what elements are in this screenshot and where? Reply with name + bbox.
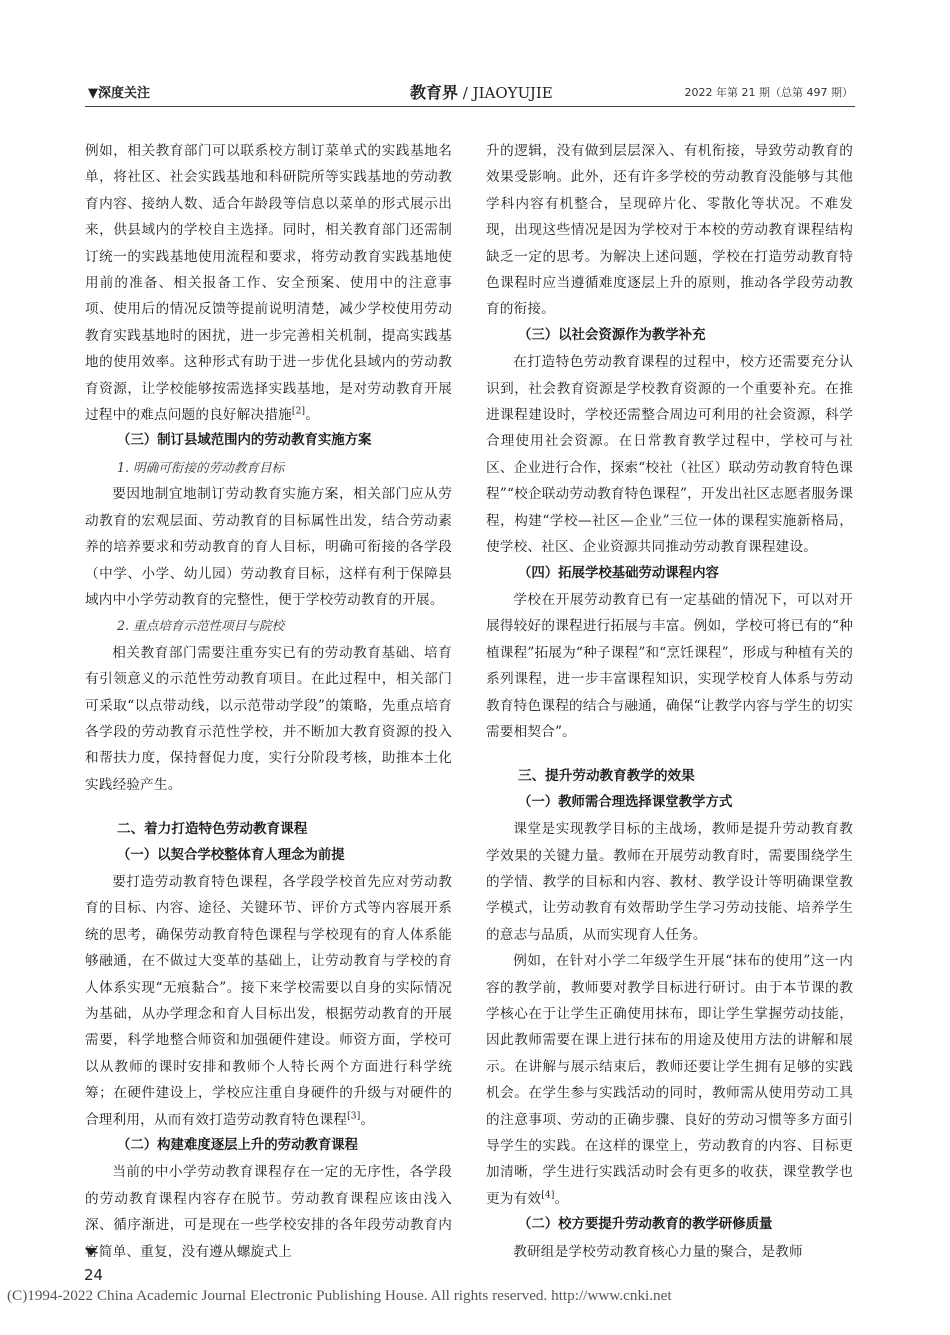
copyright-notice: (C)1994-2022 China Academic Journal Electronic Publishing House. All rights reserved. http://www.cnki.net <box>7 1287 672 1304</box>
paragraph: 学校在开展劳动教育已有一定基础的情况下，可以对开展得较好的课程进行拓展与丰富。例如，学校可将已有的“种植课程”拓展为“种子课程”和“烹饪课程”，形成与种植有关的系列课程，进一步丰富课程知识，实现学校育人体系与劳动教育特色课程的结合与融通，确保“让教学内容与学生的切实需要相契合”。 <box>486 591 853 740</box>
paragraph: 相关教育部门需要注重夯实已有的劳动教育基础、培育有引领意义的示范性劳动教育项目。在此过程中，相关部门可采取“以点带动线，以示范带动学段”的策略，先重点培育各学段的劳动教育示范性学校，并不断加大教育资源的投入和帮扶力度，保持督促力度，实行分阶段考核，助推本土化实践经验产生。 <box>85 644 452 793</box>
page-number: 24 <box>84 1266 104 1284</box>
paragraph-text: 要打造劳动教育特色课程，各学段学校首先应对劳动教育的目标、内容、途径、关键环节、评价方式等内容展开系统的思考，确保劳动教育特色课程与学校现有的育人体系能够融通，在不做过大变革的基础上，让劳动教育与学校的育人体系实现“无痕黏合”。接下来学校需要以自身的实际情况为基础，从办学理念和育人目标出发，根据劳动教育的开展需要，科学地整合师资和加强硬件建设。师资方面，学校可以从教师的课时安排和教师个人特长两个方面进行科学统筹；在硬件建设上，学校应注重自身硬件的升级与对硬件的合理利用，从而有效打造劳动教育特色课程 <box>85 873 452 1128</box>
paragraph: 要因地制宜地制订劳动教育实施方案，相关部门应从劳动教育的宏观层面、劳动教育的目标属性出发，结合劳动素养的培养要求和劳动教育的育人目标，明确可衔接的各学段（中学、小学、幼儿园）劳动教育目标，这样有利于保障县域内中小学劳动教育的完整性，便于学校劳动教育的开展。 <box>85 486 452 608</box>
section-heading: 二、着力打造特色劳动教育课程 <box>117 821 308 838</box>
paragraph: 当前的中小学劳动教育课程存在一定的无序性，各学段的劳动教育课程内容存在脱节。劳动教育课程应该由浅入深、循序渐进，可是现在一些学校安排的各年段劳动教育内容简单、重复，没有遵从螺旋式上 <box>85 1164 452 1260</box>
citation: [4] <box>541 1190 555 1201</box>
subsection-heading: （二）构建难度逐层上升的劳动教育课程 <box>117 1138 359 1154</box>
page-marker-triangle-icon <box>85 1248 97 1256</box>
page-header <box>85 78 855 106</box>
issue-info: 2022 年第 21 期（总第 497 期） <box>684 86 853 99</box>
journal-title <box>410 80 553 103</box>
paragraph-text: 例如，相关教育部门可以联系校方制订菜单式的实践基地名单，将社区、社会实践基地和科研院所等实践基地的劳动教育内容、接纳人数、适合年龄段等信息以菜单的形式展示出来，供县域内的学校自主选择。同时，相关教育部门还需制订统一的实践基地使用流程和要求，将劳动教育实践基地使用前的准备、相关报备工作、安全预案、使用中的注意事项、使用后的情况反馈等提前说明清楚，减少学校使用劳动教育实践基地时的困扰，进一步完善相关机制，提高实践基地的使用效率。这种形式有助于进一步优化县域内的劳动教育资源，让学校能够按需选择实践基地，是对劳动教育开展过程中的难点问题的良好解决措施 <box>85 143 452 424</box>
section-heading: 三、提升劳动教育教学的效果 <box>518 768 695 785</box>
paragraph: 课堂是实现教学目标的主战场，教师是提升劳动教育教学效果的关键力量。教师在开展劳动教育时，需要围绕学生的学情、教学的目标和内容、教材、教学设计等明确课堂教学模式，让劳动教育有效帮助学生学习劳动技能、培养学生的意志与品质，从而实现育人任务。 <box>486 821 853 943</box>
paragraph-text: 例如，在针对小学二年级学生开展“抹布的使用”这一内容的教学前，教师要对教学目标进行研讨。由于本节课的教学核心在于让学生正确使用抹布，即让学生掌握劳动技能，因此教师需要在课上进行抹布的用途及使用方法的讲解和展示。在讲解与展示结束后，教师还要让学生拥有足够的实践机会。在学生参与实践活动的同时，教师需从使用劳动工具的注意事项、劳动的正确步骤、良好的劳动习惯等多方面引导学生的实践。在这样的课堂上，劳动教育的内容、目标更加清晰，学生进行实践活动时会有更多的收获，课堂教学也更为有效 <box>486 953 853 1207</box>
subsection-heading: （四）拓展学校基础劳动课程内容 <box>518 565 719 581</box>
journal-latin-name: / JIAOYUJIE <box>462 84 553 102</box>
subsection-heading: （二）校方要提升劳动教育的教学研修质量 <box>518 1217 773 1233</box>
subsection-heading: （三）制订县域范围内的劳动教育实施方案 <box>117 433 372 449</box>
journal-name: 教育界 <box>410 83 459 102</box>
citation: [3] <box>347 1111 361 1122</box>
subsection-heading: （一）以契合学校整体育人理念为前提 <box>117 847 345 863</box>
item-heading: 2. 重点培育示范性项目与院校 <box>117 618 285 634</box>
paragraph <box>85 869 452 1133</box>
paragraph <box>486 948 853 1212</box>
paragraph: 在打造特色劳动教育课程的过程中，校方还需要充分认识到，社会教育资源是学校教育资源的一个重要补充。在推进课程建设时，学校还需整合周边可利用的社会资源，科学合理使用社会资源。在日常教育教学过程中，学校可与社区、企业进行合作，探索“校社（社区）联动劳动教育特色课程”“校企联动劳动教育特色课程”，开发出社区志愿者服务课程，构建“学校—社区—企业”三位一体的课程实施新格局，使学校、社区、企业资源共同推动劳动教育课程建设。 <box>486 354 853 556</box>
paragraph: 教研组是学校劳动教育核心力量的聚合，是教师 <box>513 1243 803 1260</box>
right-column <box>486 138 853 1265</box>
citation: [2] <box>291 406 306 417</box>
section-label: ▼深度关注 <box>88 86 150 101</box>
paragraph: 升的逻辑，没有做到层层深入、有机衔接，导致劳动教育的效果受影响。此外，还有许多学校的劳动教育没能够与其他学科内容有机整合，呈现碎片化、零散化等状况。不难发现，出现这些情况是因为学校对于本校的劳动教育课程结构缺乏一定的思考。为解决上述问题，学校在打造劳动教育特色课程时应当遵循难度逐层上升的原则，推动各学段劳动教育的衔接。 <box>486 143 853 318</box>
subsection-heading: （三）以社会资源作为教学补充 <box>518 327 706 343</box>
paragraph-end: 。 <box>305 407 320 424</box>
header-divider <box>85 106 855 107</box>
paragraph-end: 。 <box>554 1190 569 1207</box>
item-heading: 1. 明确可衔接的劳动教育目标 <box>117 459 285 475</box>
paragraph-end: 。 <box>360 1111 375 1128</box>
left-column <box>85 138 452 1265</box>
paragraph <box>85 138 452 428</box>
subsection-heading: （一）教师需合理选择课堂教学方式 <box>518 794 733 810</box>
